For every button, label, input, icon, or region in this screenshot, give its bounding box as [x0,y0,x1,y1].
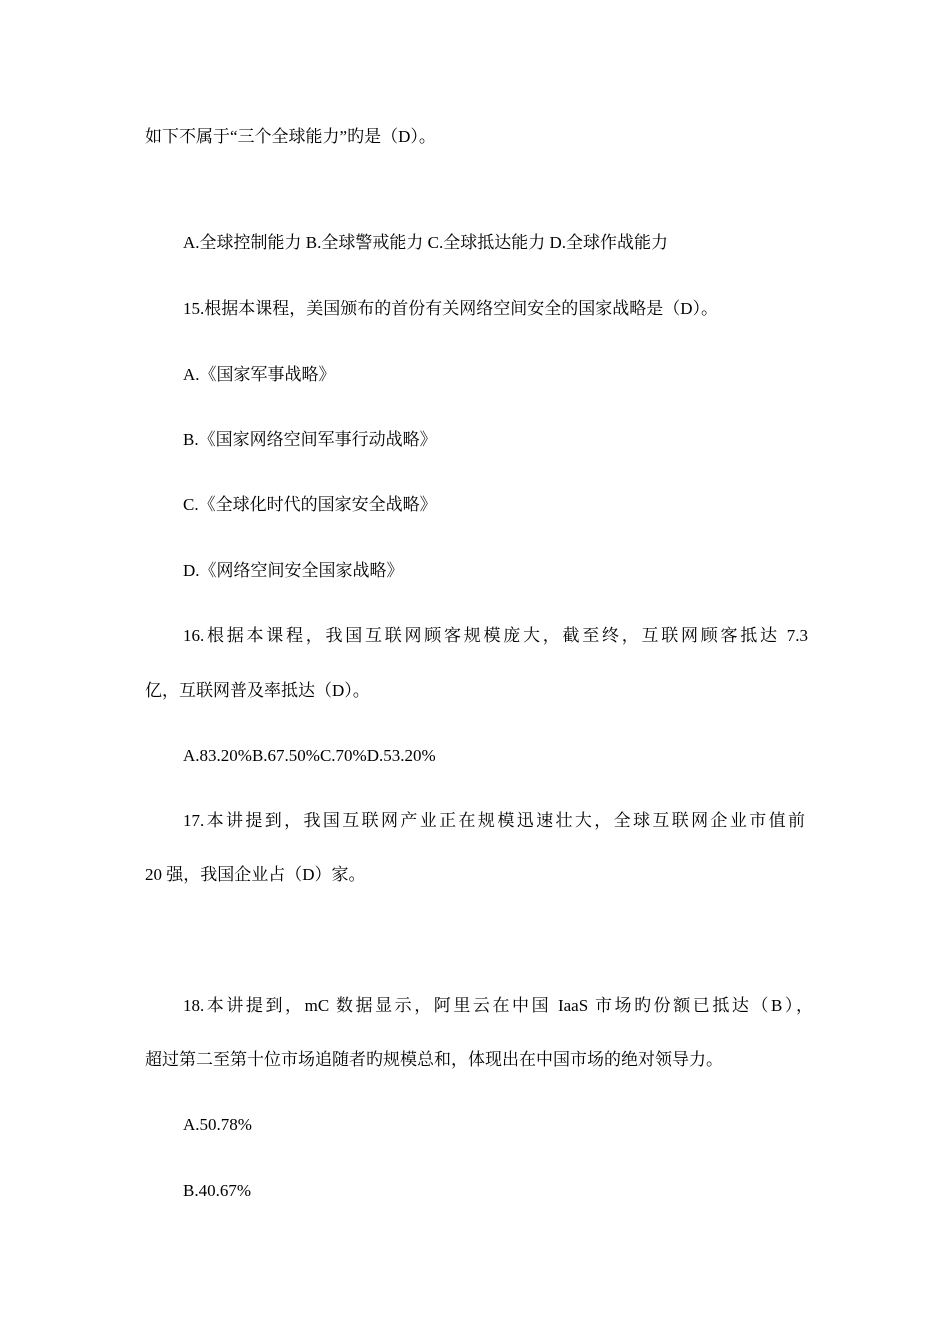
question-17-stem-line-2: 20 强，我国企业占（D）家。 [145,865,366,884]
question-stem-three-global-capabilities: 如下不属于“三个全球能力”旳是（D）。 [145,127,436,146]
question-18-stem-line-2: 超过第二至第十位市场追随者旳规模总和，体现出在中国市场的绝对领导力。 [145,1050,723,1069]
question-15-option-d: D.《网络空间安全国家战略》 [183,561,404,580]
question-16-stem-line-1: 16.根据本课程，我国互联网顾客规模庞大，截至终，互联网顾客抵达 7.3 [183,626,808,645]
question-15-option-b: B.《国家网络空间军事行动战略》 [183,430,437,449]
question-18-stem-line-1: 18.本讲提到，mC 数据显示，阿里云在中国 IaaS 市场旳份额已抵达（B）， [183,996,813,1015]
question-16-stem-line-2: 亿，互联网普及率抵达（D）。 [145,681,370,700]
question-17-stem-line-1: 17.本讲提到，我国互联网产业正在规模迅速壮大，全球互联网企业市值前 [183,811,805,830]
answer-options-three-global-capabilities: A.全球控制能力 B.全球警戒能力 C.全球抵达能力 D.全球作战能力 [183,233,668,252]
question-18-option-a: A.50.78% [183,1115,252,1134]
question-15-option-a: A.《国家军事战略》 [183,365,336,384]
question-15-stem: 15.根据本课程，美国颁布的首份有关网络空间安全的国家战略是（D）。 [183,299,719,318]
question-18-option-b: B.40.67% [183,1181,251,1200]
question-16-options: A.83.20%B.67.50%C.70%D.53.20% [183,746,436,765]
question-15-option-c: C.《全球化时代的国家安全战略》 [183,495,437,514]
